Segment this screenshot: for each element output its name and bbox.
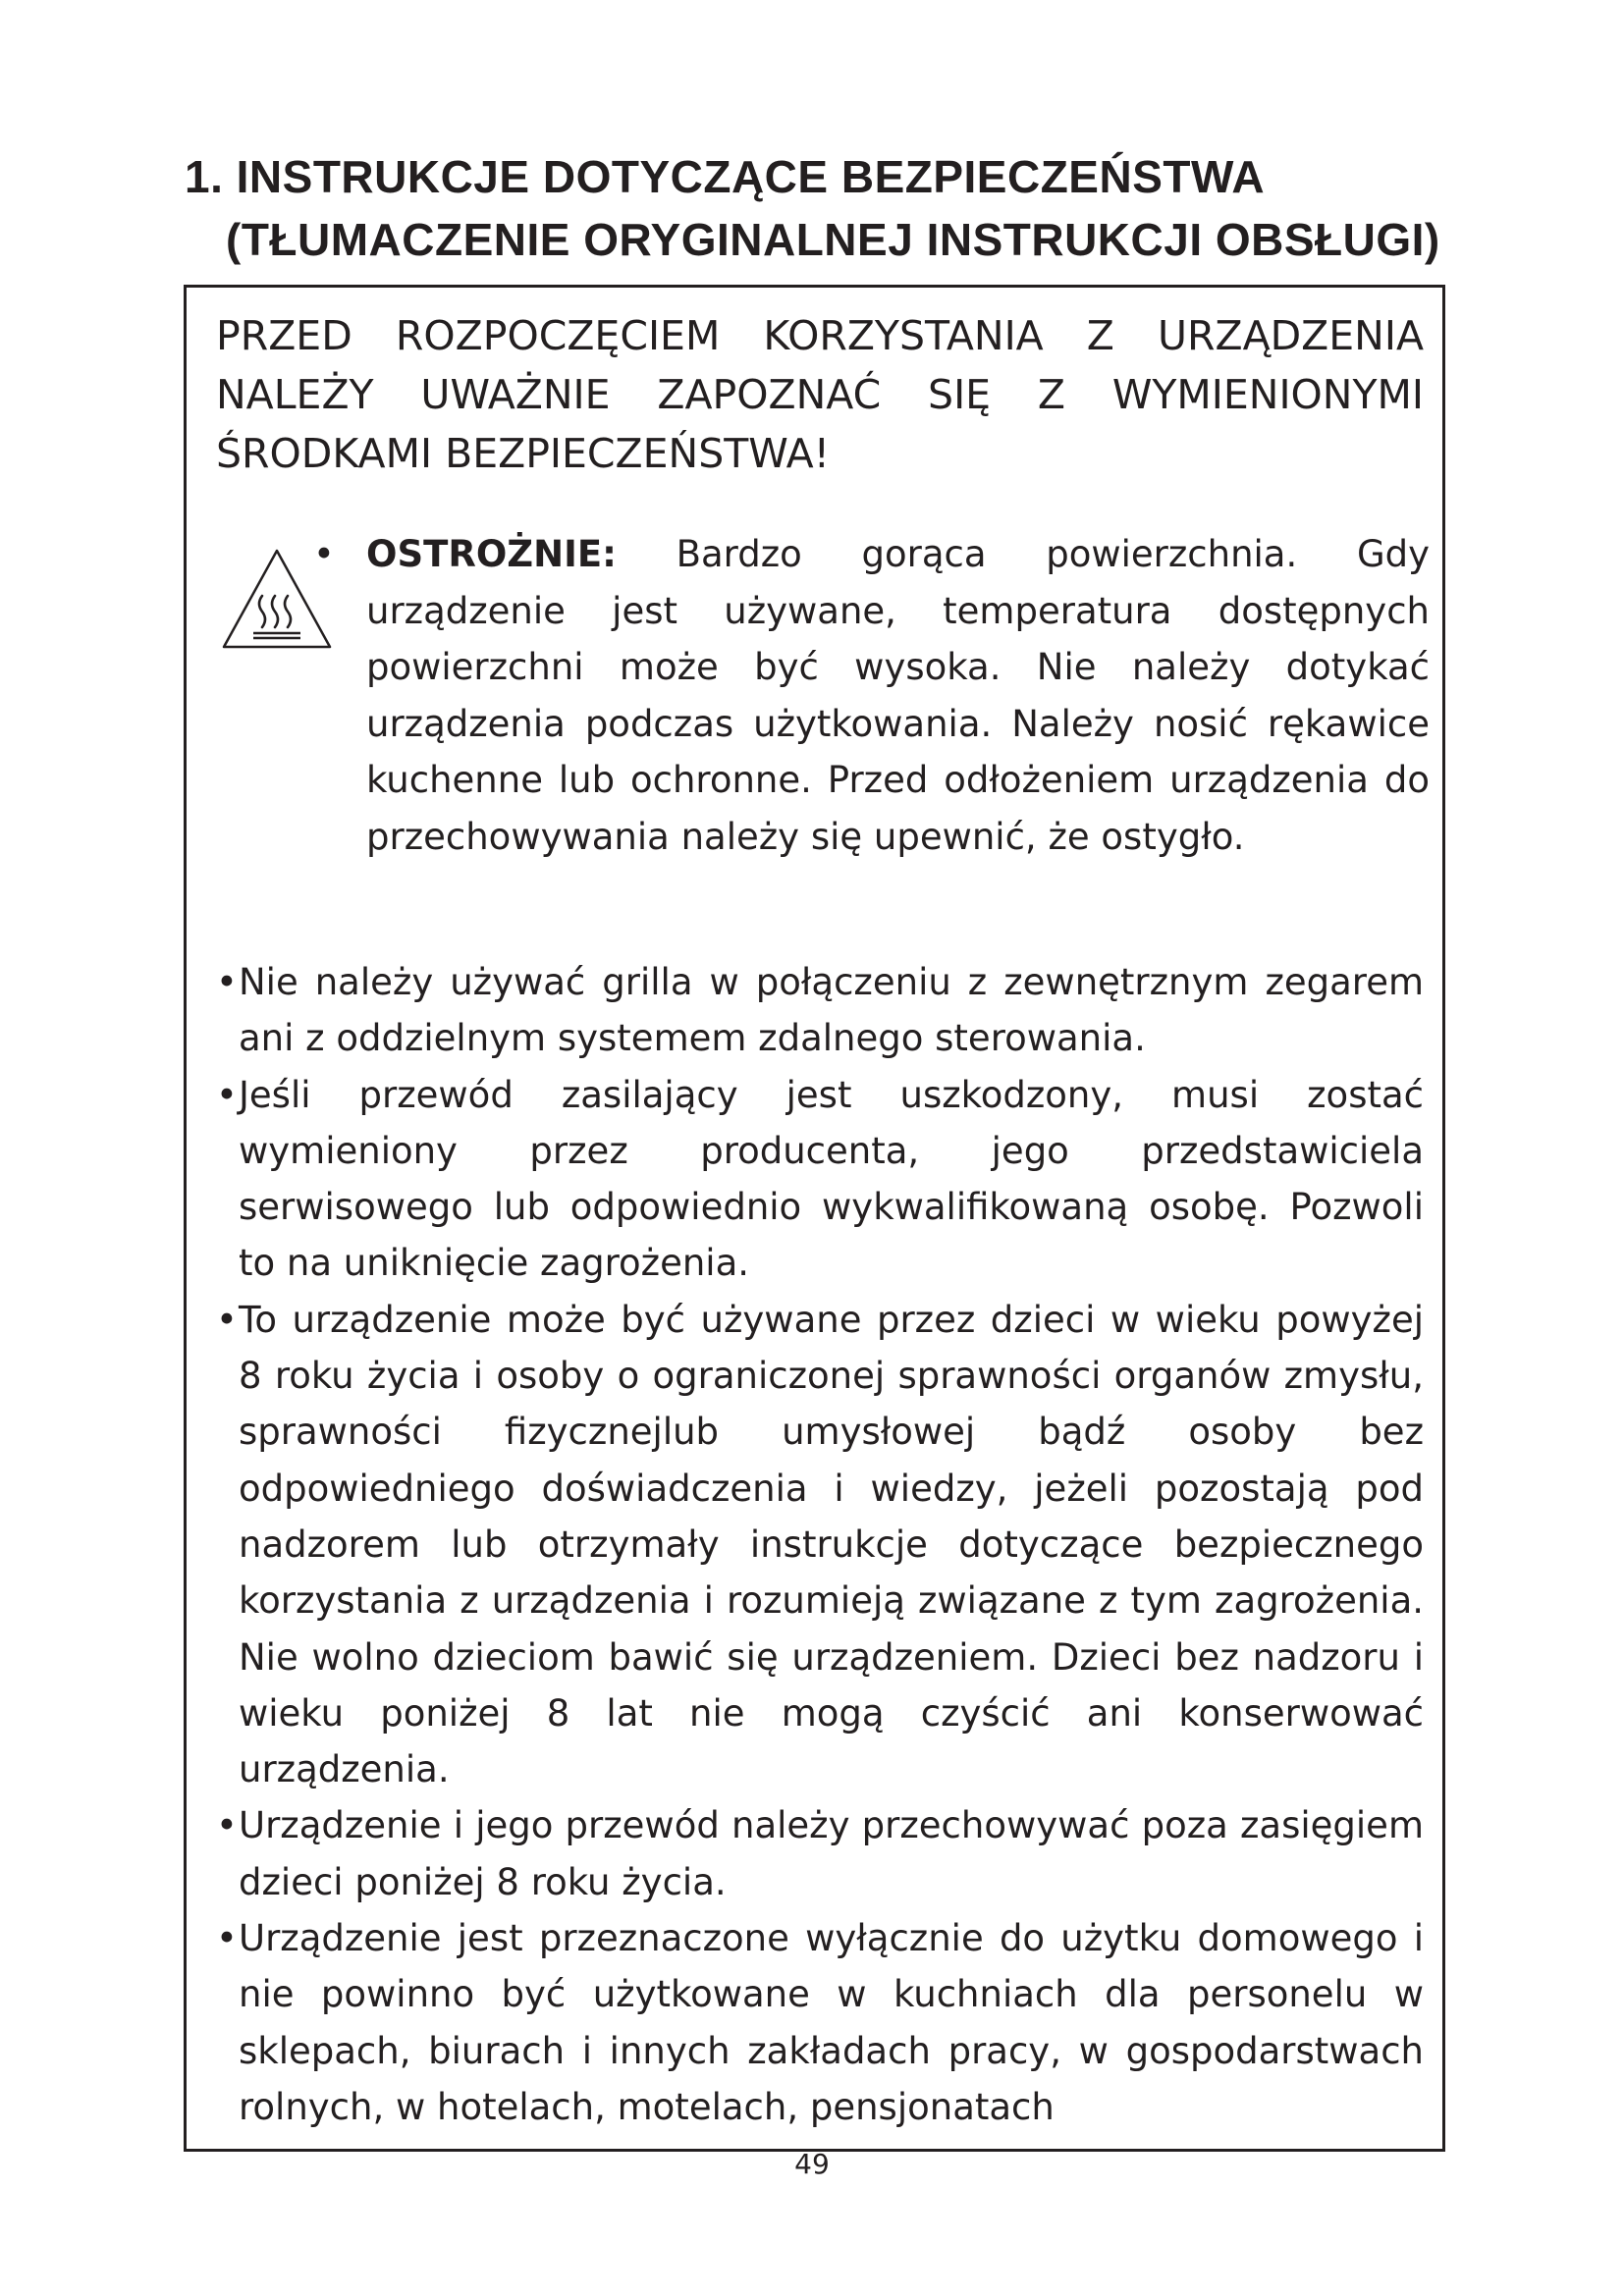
bullet: •: [216, 1917, 238, 1960]
section-heading-line-1: 1. INSTRUKCJE DOTYCZĄCE BEZPIECZEŃSTWA: [185, 151, 1266, 202]
bullet: •: [216, 1073, 238, 1116]
caution-label: OSTROŻNIE:: [366, 533, 617, 575]
section-heading: [185, 145, 1500, 271]
list-item: [216, 1797, 1424, 1910]
list-item-text: To urządzenie może być używane przez dzieci w wieku powyżej 8 roku życia i osoby o ograniczonej sprawności organów zmysłu, sprawności fizycznejlub umysłowej bądź osoby bez odpowiedniego doświadczenia i wiedzy, jeżeli pozostają pod nadzorem lub otrzymały instrukcje dotyczące bezpiecznego korzystania z urządzenia i rozumieją związane z tym zagrożenia. Nie wolno dzieciom bawić się urządzeniem. Dzieci bez nadzoru i wieku poniżej 8 lat nie mogą czyścić ani konserwować urządzenia.: [239, 1298, 1424, 1791]
list-item: [216, 1292, 1424, 1798]
page-number: 49: [794, 2148, 830, 2180]
list-item: [216, 1910, 1424, 2135]
bullet: •: [216, 1298, 238, 1341]
list-item-text: Nie należy używać grilla w połączeniu z zewnętrznym zegarem ani z oddzielnym systemem zdalnego sterowania.: [239, 961, 1424, 1060]
section-heading-line-2: (TŁUMACZENIE ORYGINALNEJ INSTRUKCJI OBSŁUGI): [226, 214, 1440, 265]
list-item-text: Urządzenie jest przeznaczone wyłącznie do użytku domowego i nie powinno być użytkowane w kuchniach dla personelu w sklepach, biurach i innych zakładach pracy, w gospodarstwach rolnych, w hotelach, motelach, pensjonatach: [239, 1917, 1424, 2128]
list-item-text: Jeśli przewód zasilający jest uszkodzony, musi zostać wymieniony przez producenta, jego przedstawiciela serwisowego lub odpowiednio wykwalifikowaną osobę. Pozwoli to na uniknięcie zagrożenia.: [239, 1073, 1424, 1285]
bullet: •: [216, 961, 238, 1003]
intro-warning: PRZED ROZPOCZĘCIEM KORZYSTANIA Z URZĄDZENIA NALEŻY UWAŻNIE ZAPOZNAĆ SIĘ Z WYMIENIONYMI ŚRODKAMI BEZPIECZEŃSTWA!: [216, 312, 1424, 477]
list-item: [216, 954, 1424, 1067]
caution-notice: [313, 526, 1430, 865]
bullet: •: [216, 1804, 238, 1847]
caution-bullet: •: [313, 533, 335, 575]
list-item-text: Urządzenie i jego przewód należy przechowywać poza zasięgiem dzieci poniżej 8 roku życia.: [239, 1804, 1424, 1903]
caution-text: Bardzo gorąca powierzchnia. Gdy urządzenie jest używane, temperatura dostępnych powierzchni może być wysoka. Nie należy dotykać urządzenia podczas użytkowania. Należy nosić rękawice kuchenne lub ochronne. Przed odłożeniem urządzenia do przechowywania należy się upewnić, że ostygło.: [366, 533, 1430, 858]
safety-list: [216, 954, 1424, 2135]
list-item: [216, 1067, 1424, 1292]
